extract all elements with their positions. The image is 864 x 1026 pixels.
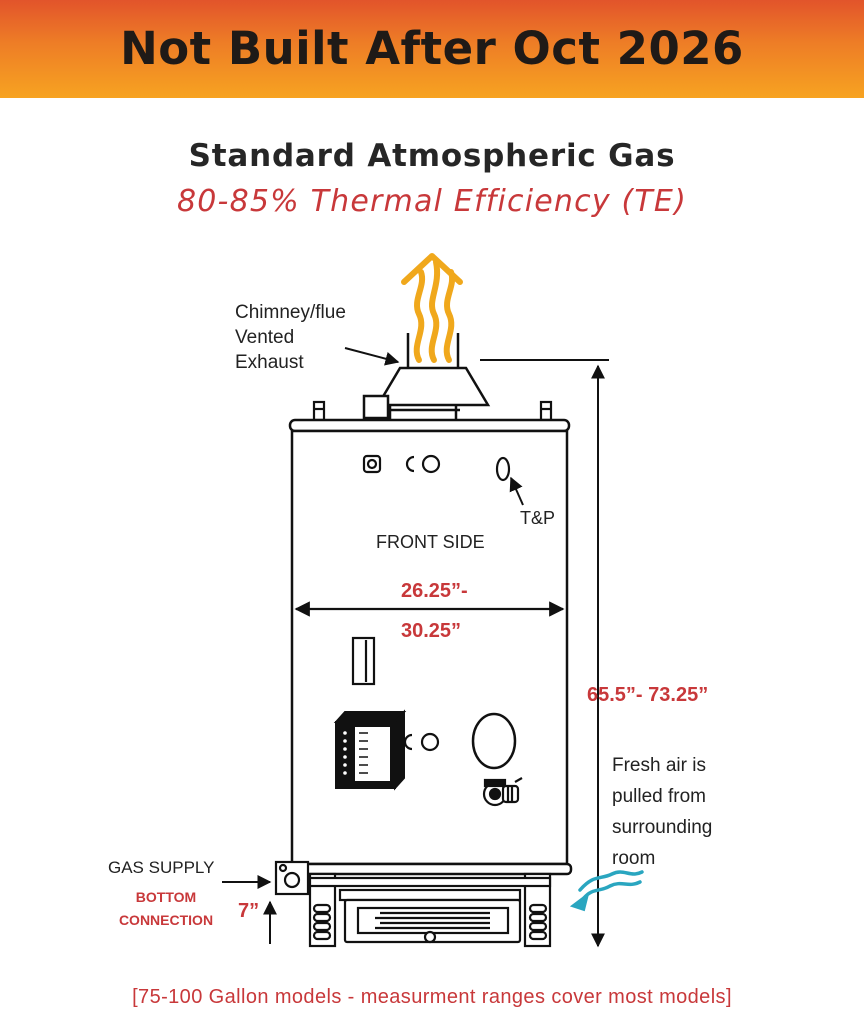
exhaust-flame-arrow-icon — [404, 256, 460, 360]
bottom-connection-label — [106, 886, 226, 932]
fresh-air-line: Fresh air is — [612, 755, 706, 776]
exhaust-label-line: Chimney/flue — [235, 302, 346, 323]
fresh-air-line: pulled from — [612, 786, 706, 807]
width-label-top: 26.25”- — [401, 580, 468, 602]
fresh-air-wave-arrow-icon — [572, 872, 642, 910]
height-label: 65.5”- 73.25” — [587, 684, 709, 706]
control-panel-icon — [336, 712, 404, 788]
fresh-air-line: surrounding — [612, 817, 713, 838]
bottom-connection-line: BOTTOM — [135, 889, 197, 905]
exhaust-label-line: Exhaust — [235, 352, 304, 373]
draft-hood — [364, 368, 488, 420]
burner-base — [310, 874, 550, 946]
footer-note: [75-100 Gallon models - measurment ranges cover most models] — [132, 986, 732, 1008]
gas-height-label: 7” — [238, 900, 260, 922]
exhaust-label-line: Vented — [235, 327, 295, 348]
page-title: Standard Atmospheric Gas — [188, 138, 676, 174]
front-side-label: FRONT SIDE — [376, 532, 485, 552]
tp-label: T&P — [520, 508, 556, 528]
tank-bottom-rim — [288, 864, 571, 874]
banner-title: Not Built After Oct 2026 — [120, 22, 744, 75]
exhaust-pointer-arrow — [345, 348, 398, 362]
gas-supply-label: GAS SUPPLY — [108, 858, 215, 877]
exhaust-label — [235, 300, 346, 375]
access-slot — [353, 638, 374, 684]
tank-top-rim — [290, 420, 569, 431]
tank-body — [292, 431, 567, 864]
bottom-connection-line: CONNECTION — [118, 912, 214, 928]
gas-valve-icon — [484, 778, 522, 805]
gas-connection-box — [276, 862, 308, 894]
fresh-air-label — [612, 750, 712, 874]
fresh-air-line: room — [612, 848, 656, 869]
efficiency-subtitle: 80-85% Thermal Efficiency (TE) — [176, 184, 687, 219]
width-label-bottom: 30.25” — [401, 620, 462, 642]
